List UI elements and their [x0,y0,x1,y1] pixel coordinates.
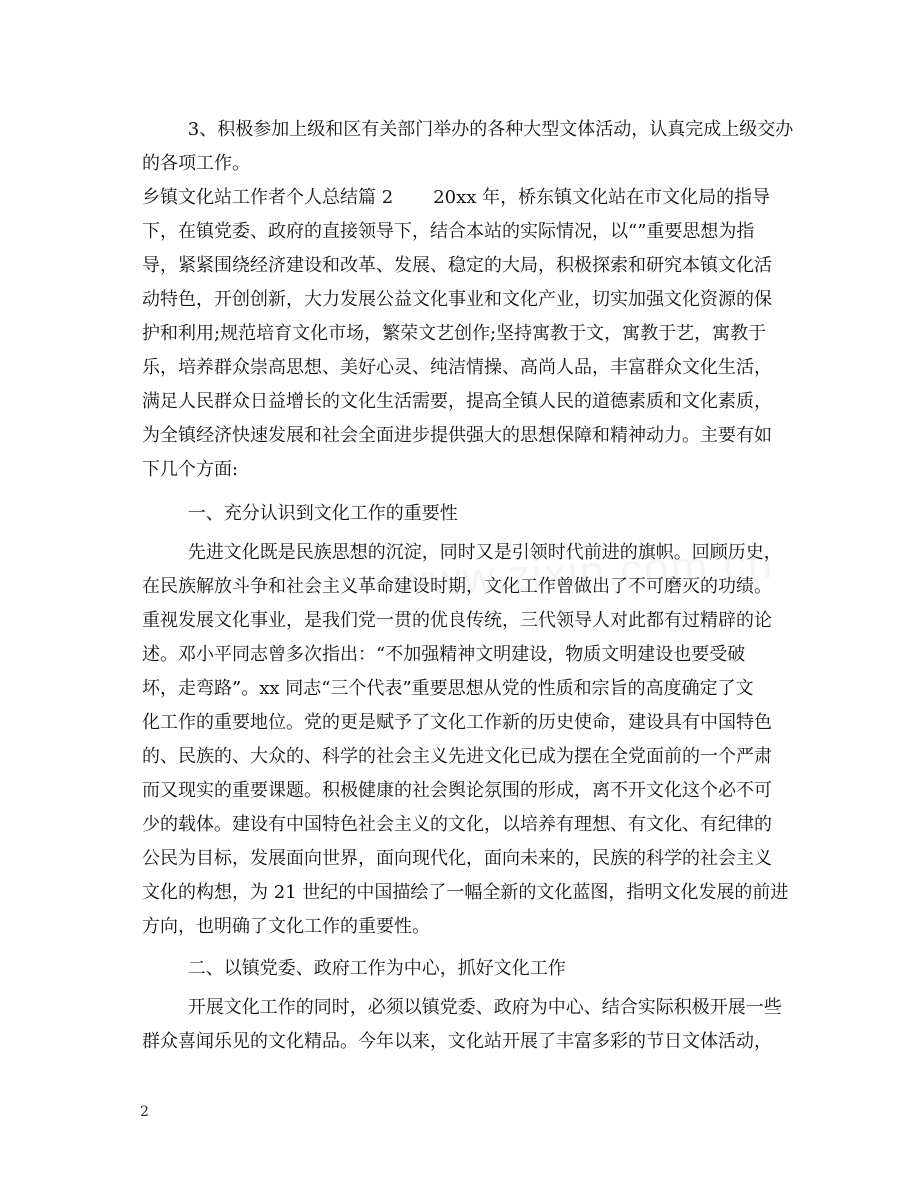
text-line: 3、积极参加上级和区有关部门举办的各种大型文体活动，认真完成上级交办 [142,119,794,140]
text-line: 少的载体。建设有中国特色社会主义的文化，以培养有理想、有文化、有纪律的 [142,814,772,835]
text-line: 下，在镇党委、政府的直接领导下，结合本站的实际情况，以“”重要思想为指 [142,221,755,242]
text-line: 下几个方面: [142,459,239,480]
text-line: 重视发展文化事业，是我们党一贯的优良传统，三代领导人对此都有过精辟的论 [142,610,772,631]
text-line: 护和利用;规范培育文化市场，繁荣文艺创作;坚持寓教于文，寓教于艺，寓教于 [142,323,767,344]
subheading-line: 一、充分认识到文化工作的重要性 [142,503,458,524]
text-line: 乐，培养群众崇高思想、美好心灵、纯洁情操、高尚人品，丰富群众文化生活， [142,357,772,378]
text-line: 群众喜闻乐见的文化精品。今年以来，文化站开展了丰富多彩的节日文体活动， [142,1031,772,1052]
text-line: 在民族解放斗争和社会主义革命建设时期，文化工作曾做出了不可磨灭的功绩。 [142,576,772,597]
text-line: 述。邓小平同志曾多次指出：“不加强精神文明建设，物质文明建设也要受破 [142,644,746,665]
text-line: 导，紧紧围绕经济建设和改革、发展、稳定的大局，积极探索和研究本镇文化活 [142,255,772,276]
page-number: 2 [140,1104,149,1120]
text-line: 公民为目标，发展面向世界，面向现代化，面向未来的，民族的科学的社会主义 [142,848,772,869]
text-line: 为全镇经济快速发展和社会全面进步提供强大的思想保障和精神动力。主要有如 [142,425,772,446]
text-line: 文化的构想，为 21 世纪的中国描绘了一幅全新的文化蓝图，指明文化发展的前进 [142,882,789,903]
text-line: 坏，走弯路”。xx 同志“三个代表”重要思想从党的性质和宗旨的高度确定了文 [142,678,754,699]
text-line: 满足人民群众日益增长的文化生活需要，提高全镇人民的道德素质和文化素质， [142,391,772,412]
text-line: 方向，也明确了文化工作的重要性。 [142,916,430,937]
text-line: 化工作的重要地位。党的更是赋予了文化工作新的历史使命，建设具有中国特色 [142,712,772,733]
text-line: 的各项工作。 [142,153,250,174]
text-line: 的、民族的、大众的、科学的社会主义先进文化已成为摆在全党面前的一个严肃 [142,746,772,767]
text-line: 而又现实的重要课题。积极健康的社会舆论氛围的形成，离不开文化这个必不可 [142,780,772,801]
text-line: 开展文化工作的同时，必须以镇党委、政府为中心、结合实际积极开展一些 [142,997,782,1018]
text-line: 先进文化既是民族思想的沉淀，同时又是引领时代前进的旗帜。回顾历史， [142,542,782,563]
subheading-line: 二、以镇党委、政府工作为中心，抓好文化工作 [142,958,566,979]
section-heading-line: 乡镇文化站工作者个人总结篇 2 20xx 年，桥东镇文化站在市文化局的指导 [142,187,771,208]
text-line: 动特色，开创创新，大力发展公益文化事业和文化产业，切实加强文化资源的保 [142,289,772,310]
